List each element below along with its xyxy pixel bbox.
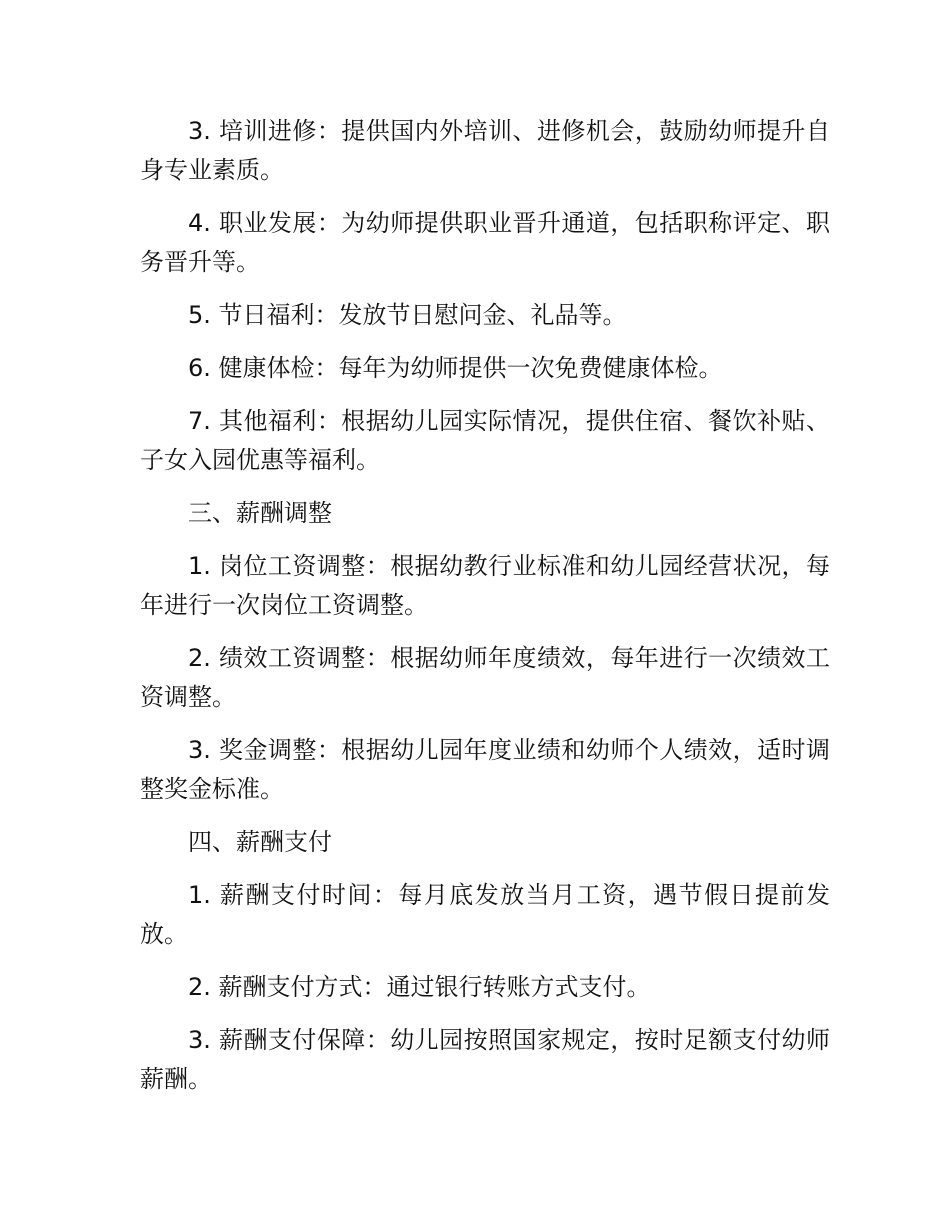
paragraph-position-salary-adjustment: 1. 岗位工资调整：根据幼教行业标准和幼儿园经营状况，每年进行一次岗位工资调整。: [140, 552, 830, 619]
paragraph-holiday-benefits: 5. 节日福利：发放节日慰问金、礼品等。: [188, 301, 627, 329]
section-heading-salary-adjustment: 三、薪酬调整: [188, 499, 332, 527]
paragraph-performance-salary-adjustment: 2. 绩效工资调整：根据幼师年度绩效，每年进行一次绩效工资调整。: [140, 644, 830, 711]
section-heading-salary-payment: 四、薪酬支付: [188, 828, 332, 856]
paragraph-health-checkup: 6. 健康体检：每年为幼师提供一次免费健康体检。: [188, 354, 723, 382]
document-body: [140, 112, 830, 1113]
paragraph-payment-guarantee: 3. 薪酬支付保障：幼儿园按照国家规定，按时足额支付幼师薪酬。: [140, 1026, 830, 1093]
paragraph-career-development: 4. 职业发展：为幼师提供职业晋升通道，包括职称评定、职务晋升等。: [140, 209, 830, 276]
paragraph-other-benefits: 7. 其他福利：根据幼儿园实际情况，提供住宿、餐饮补贴、子女入园优惠等福利。: [140, 407, 830, 474]
paragraph-payment-method: 2. 薪酬支付方式：通过银行转账方式支付。: [188, 973, 651, 1001]
paragraph-payment-time: 1. 薪酬支付时间：每月底发放当月工资，遇节假日提前发放。: [140, 881, 830, 948]
paragraph-training: 3. 培训进修：提供国内外培训、进修机会，鼓励幼师提升自身专业素质。: [140, 117, 830, 184]
paragraph-bonus-adjustment: 3. 奖金调整：根据幼儿园年度业绩和幼师个人绩效，适时调整奖金标准。: [140, 736, 830, 803]
